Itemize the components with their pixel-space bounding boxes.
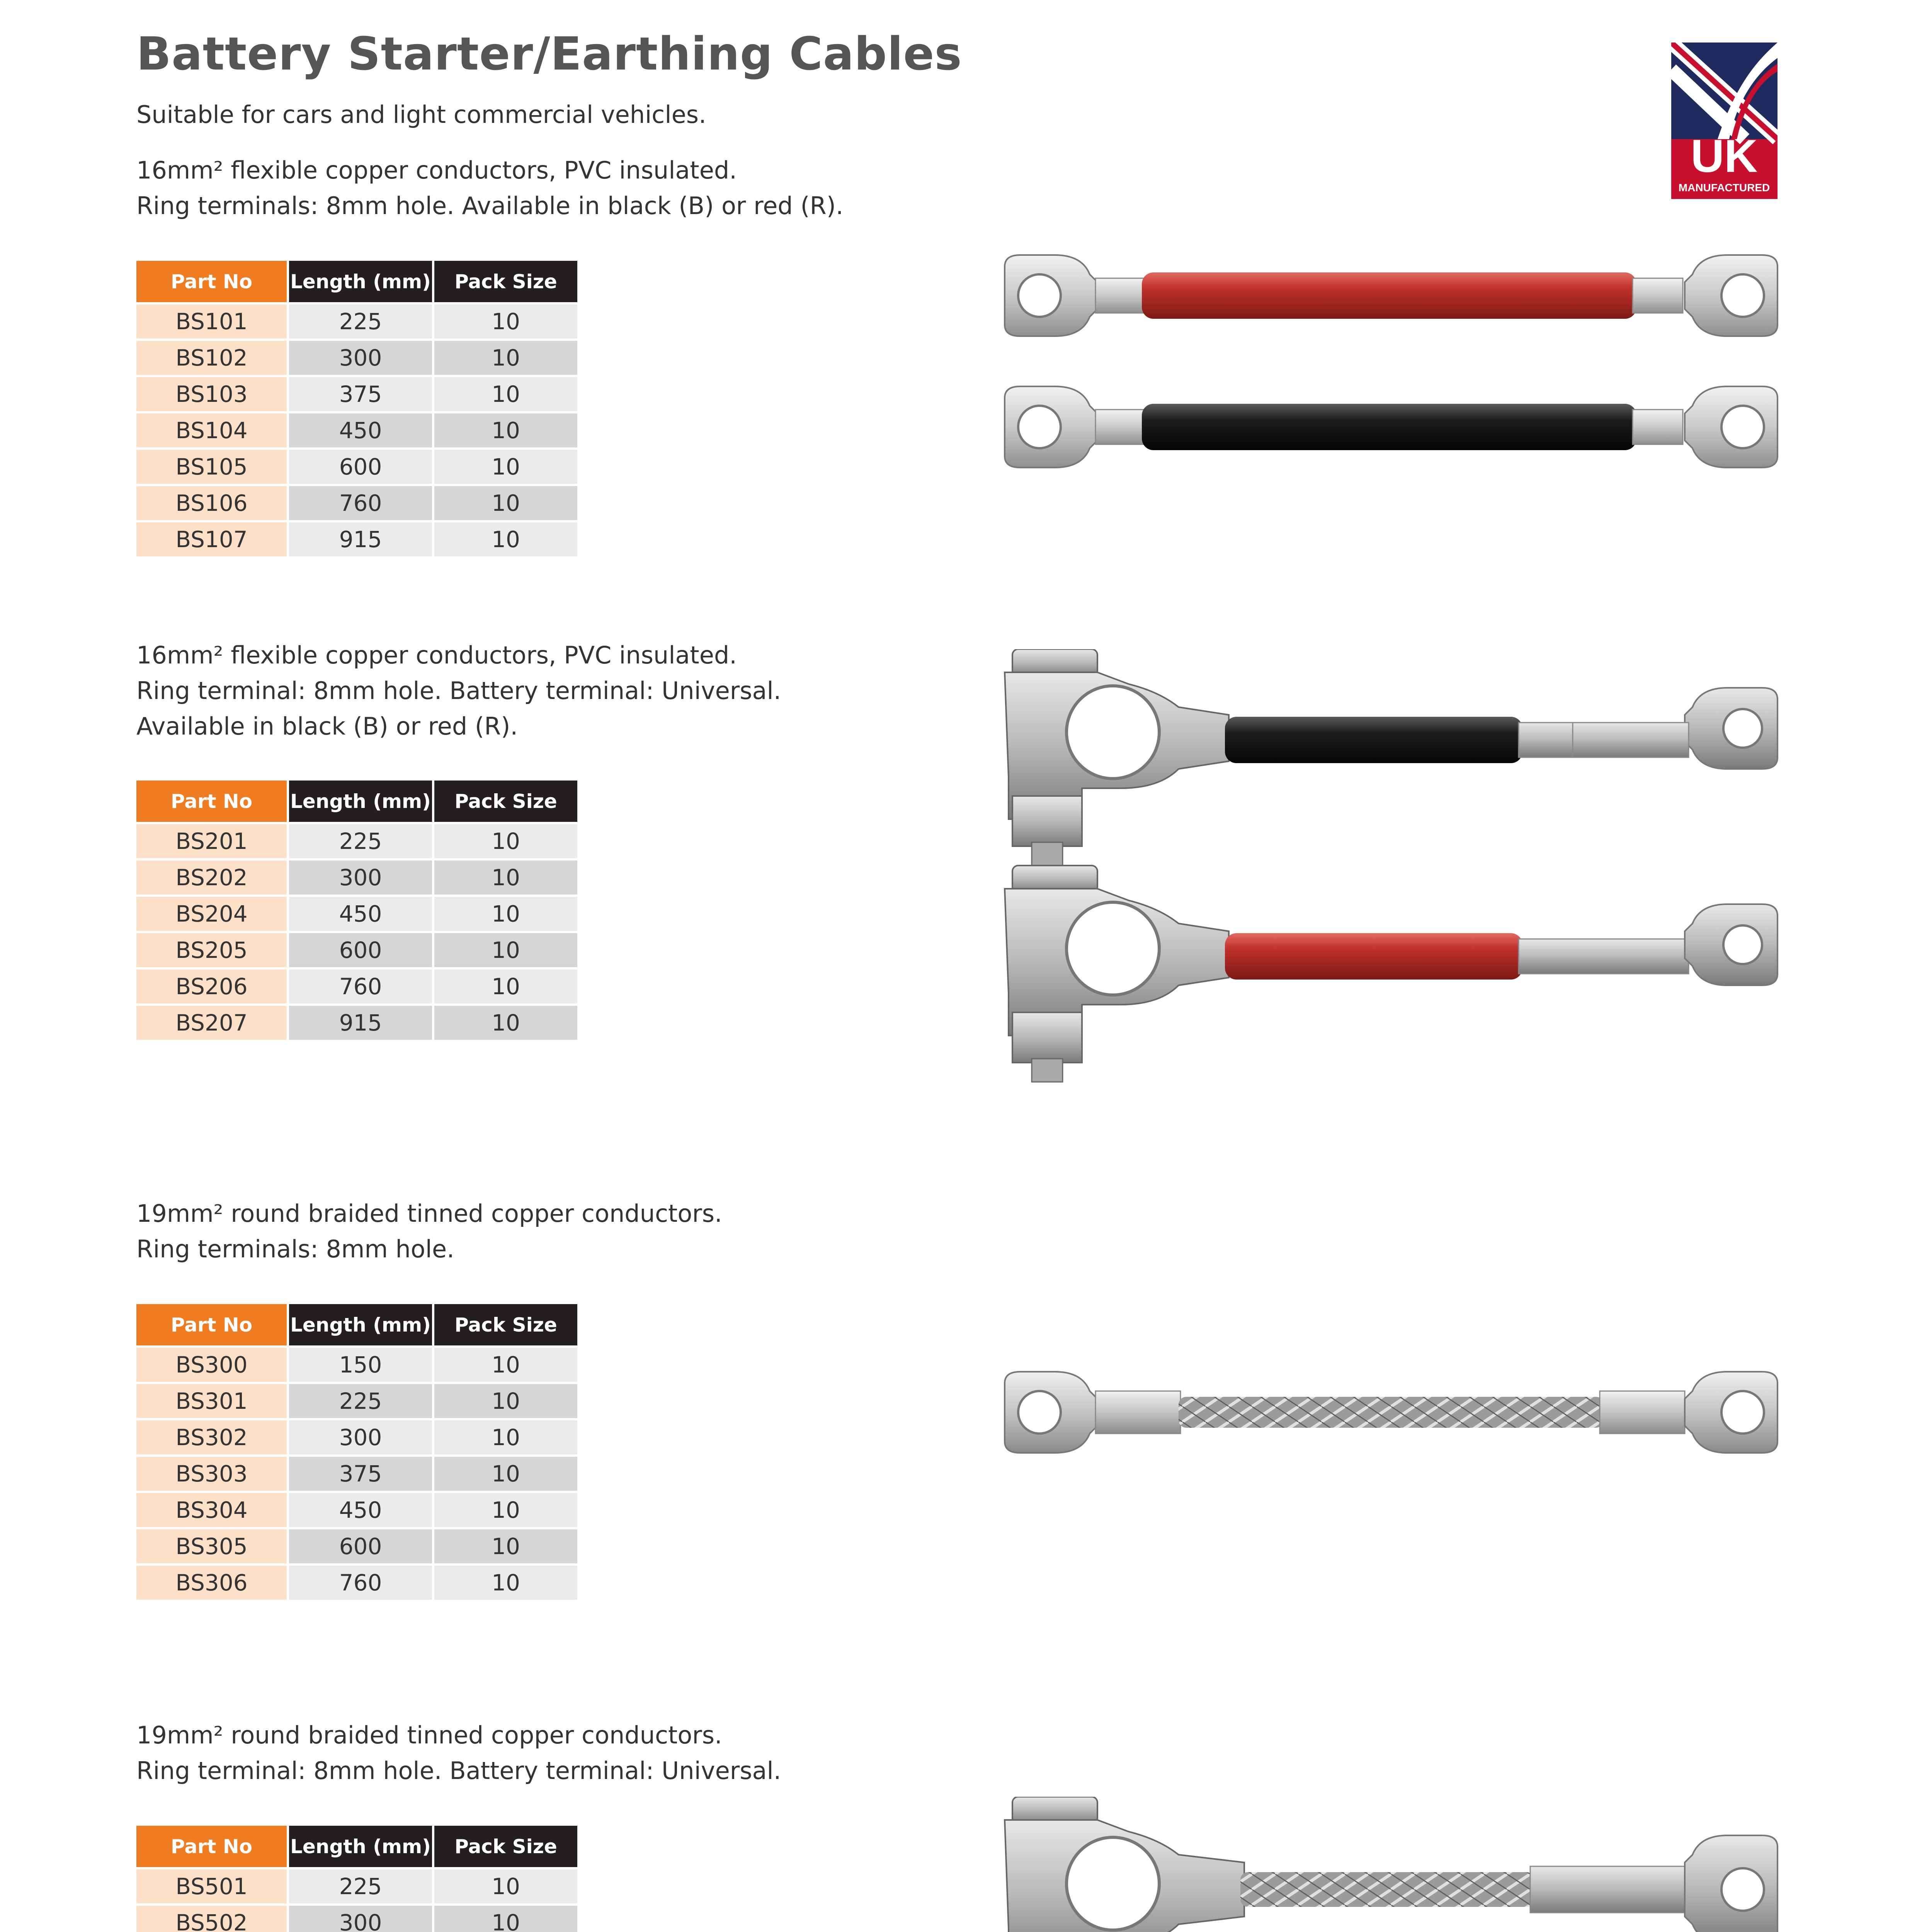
cell-part-no: BS301 xyxy=(136,1382,287,1418)
cell-part-no: BS204 xyxy=(136,895,287,931)
table-row xyxy=(136,1003,577,1040)
cell-pack-size: 10 xyxy=(434,338,577,375)
cell-length: 300 xyxy=(289,1418,432,1454)
cell-part-no: BS303 xyxy=(136,1454,287,1491)
col-length: Length (mm) xyxy=(289,1304,432,1345)
table-row xyxy=(136,447,577,484)
table-row xyxy=(136,931,577,967)
table-row xyxy=(136,1867,577,1903)
table-row xyxy=(136,1563,577,1600)
cell-pack-size: 10 xyxy=(434,302,577,338)
section-1-table xyxy=(134,261,580,556)
cell-part-no: BS304 xyxy=(136,1491,287,1527)
cell-length: 225 xyxy=(289,1382,432,1418)
col-length: Length (mm) xyxy=(289,1826,432,1867)
cell-pack-size: 10 xyxy=(434,822,577,858)
red-cable-icon xyxy=(1005,255,1778,336)
table-row xyxy=(136,858,577,895)
col-length: Length (mm) xyxy=(289,261,432,302)
cell-part-no: BS306 xyxy=(136,1563,287,1600)
col-part-no: Part No xyxy=(136,1304,287,1345)
cell-part-no: BS305 xyxy=(136,1527,287,1563)
table-row xyxy=(136,967,577,1003)
cell-length: 225 xyxy=(289,302,432,338)
col-pack-size: Pack Size xyxy=(434,781,577,822)
section-4-table xyxy=(134,1826,580,1932)
cell-pack-size: 10 xyxy=(434,1382,577,1418)
table-row xyxy=(136,895,577,931)
cell-length: 760 xyxy=(289,484,432,520)
cell-part-no: BS102 xyxy=(136,338,287,375)
section-1-description xyxy=(136,153,844,224)
battery-terminal-cable-pair-photo xyxy=(997,649,1785,1086)
section-3-table xyxy=(134,1304,580,1600)
table-row xyxy=(136,1382,577,1418)
cell-pack-size: 10 xyxy=(434,520,577,556)
cell-part-no: BS300 xyxy=(136,1345,287,1382)
cell-length: 450 xyxy=(289,895,432,931)
section-4-description xyxy=(136,1718,781,1789)
section-2-description xyxy=(136,638,781,744)
table-row xyxy=(136,1418,577,1454)
cell-part-no: BS105 xyxy=(136,447,287,484)
cell-length: 375 xyxy=(289,1454,432,1491)
table-row xyxy=(136,375,577,411)
braided-cable-icon xyxy=(1005,1372,1778,1453)
cell-length: 300 xyxy=(289,858,432,895)
desc-line: Ring terminal: 8mm hole. Battery terminal: Universal. xyxy=(136,677,781,705)
desc-line: 16mm² flexible copper conductors, PVC insulated. xyxy=(136,156,737,184)
cell-length: 375 xyxy=(289,375,432,411)
cell-part-no: BS106 xyxy=(136,484,287,520)
cell-part-no: BS302 xyxy=(136,1418,287,1454)
cell-length: 300 xyxy=(289,1903,432,1932)
desc-line: Ring terminal: 8mm hole. Battery terminal: Universal. xyxy=(136,1757,781,1785)
cell-part-no: BS103 xyxy=(136,375,287,411)
table-header-row xyxy=(136,261,577,302)
table-row xyxy=(136,520,577,556)
cell-length: 150 xyxy=(289,1345,432,1382)
table-row xyxy=(136,1491,577,1527)
col-pack-size: Pack Size xyxy=(434,261,577,302)
table-row xyxy=(136,338,577,375)
cell-length: 915 xyxy=(289,520,432,556)
table-row xyxy=(136,1454,577,1491)
cell-pack-size: 10 xyxy=(434,1491,577,1527)
cell-pack-size: 10 xyxy=(434,1345,577,1382)
cell-pack-size: 10 xyxy=(434,375,577,411)
cell-part-no: BS206 xyxy=(136,967,287,1003)
cell-length: 600 xyxy=(289,1527,432,1563)
cell-pack-size: 10 xyxy=(434,1418,577,1454)
cell-pack-size: 10 xyxy=(434,1563,577,1600)
col-length: Length (mm) xyxy=(289,781,432,822)
table-row xyxy=(136,302,577,338)
table-header-row xyxy=(136,781,577,822)
col-part-no: Part No xyxy=(136,1826,287,1867)
table-header-row xyxy=(136,1826,577,1867)
cell-pack-size: 10 xyxy=(434,484,577,520)
black-cable-icon xyxy=(1005,386,1778,468)
braided-battery-cable-icon xyxy=(1005,1797,1778,1932)
table-header-row xyxy=(136,1304,577,1345)
section-2-table xyxy=(134,781,580,1040)
cell-length: 225 xyxy=(289,822,432,858)
badge-sub-text: MANUFACTURED xyxy=(1678,182,1770,194)
cell-part-no: BS205 xyxy=(136,931,287,967)
ring-cable-pair-photo xyxy=(997,251,1785,479)
cell-part-no: BS201 xyxy=(136,822,287,858)
table-row xyxy=(136,484,577,520)
col-pack-size: Pack Size xyxy=(434,1304,577,1345)
cell-length: 450 xyxy=(289,411,432,447)
cell-pack-size: 10 xyxy=(434,1867,577,1903)
cell-pack-size: 10 xyxy=(434,1003,577,1040)
desc-line: 16mm² flexible copper conductors, PVC insulated. xyxy=(136,641,737,669)
badge-main-text: UK xyxy=(1691,130,1758,182)
cell-length: 915 xyxy=(289,1003,432,1040)
col-part-no: Part No xyxy=(136,781,287,822)
red-battery-cable-icon xyxy=(1005,866,1778,1082)
cell-pack-size: 10 xyxy=(434,858,577,895)
col-pack-size: Pack Size xyxy=(434,1826,577,1867)
cell-length: 225 xyxy=(289,1867,432,1903)
cell-part-no: BS101 xyxy=(136,302,287,338)
cell-pack-size: 10 xyxy=(434,447,577,484)
cell-pack-size: 10 xyxy=(434,967,577,1003)
desc-line: Ring terminals: 8mm hole. Available in black (B) or red (R). xyxy=(136,192,844,220)
cell-pack-size: 10 xyxy=(434,1527,577,1563)
section-3-description xyxy=(136,1196,722,1267)
col-part-no: Part No xyxy=(136,261,287,302)
table-row xyxy=(136,411,577,447)
cell-pack-size: 10 xyxy=(434,1454,577,1491)
cell-pack-size: 10 xyxy=(434,895,577,931)
cell-part-no: BS207 xyxy=(136,1003,287,1040)
table-row xyxy=(136,1903,577,1932)
cell-length: 450 xyxy=(289,1491,432,1527)
braided-battery-cable-photo xyxy=(997,1797,1785,1932)
desc-line: Ring terminals: 8mm hole. xyxy=(136,1235,454,1263)
cell-length: 760 xyxy=(289,1563,432,1600)
cell-pack-size: 10 xyxy=(434,411,577,447)
desc-line: Available in black (B) or red (R). xyxy=(136,712,518,740)
braided-ring-cable-photo xyxy=(997,1360,1785,1468)
table-row xyxy=(136,1527,577,1563)
intro-text: Suitable for cars and light commercial vehicles. xyxy=(136,100,706,129)
cell-pack-size: 10 xyxy=(434,1903,577,1932)
cell-part-no: BS104 xyxy=(136,411,287,447)
cell-length: 300 xyxy=(289,338,432,375)
cell-length: 760 xyxy=(289,967,432,1003)
cell-part-no: BS502 xyxy=(136,1903,287,1932)
cell-pack-size: 10 xyxy=(434,931,577,967)
uk-manufactured-badge-icon xyxy=(1671,43,1778,199)
desc-line: 19mm² round braided tinned copper conductors. xyxy=(136,1721,722,1749)
desc-line: 19mm² round braided tinned copper conductors. xyxy=(136,1199,722,1228)
page-title: Battery Starter/Earthing Cables xyxy=(136,27,962,80)
black-battery-cable-icon xyxy=(1005,649,1778,873)
table-row xyxy=(136,1345,577,1382)
cell-length: 600 xyxy=(289,447,432,484)
cell-part-no: BS107 xyxy=(136,520,287,556)
cell-length: 600 xyxy=(289,931,432,967)
cell-part-no: BS202 xyxy=(136,858,287,895)
table-row xyxy=(136,822,577,858)
cell-part-no: BS501 xyxy=(136,1867,287,1903)
